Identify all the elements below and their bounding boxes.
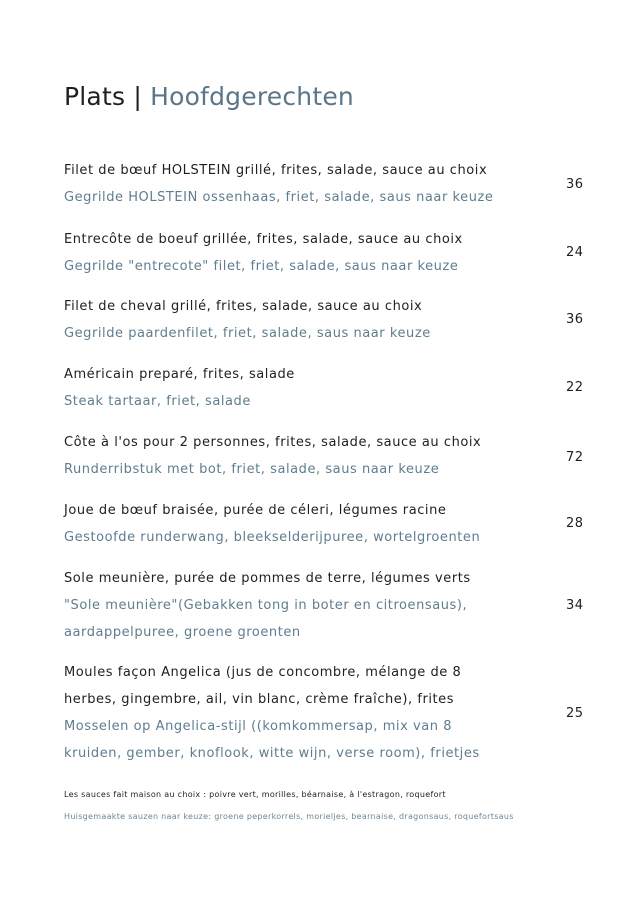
menu-item [64, 565, 584, 646]
dish-price: 36 [566, 177, 584, 192]
dish-name-nl: Gegrilde paardenfilet, friet, salade, saus naar keuze [64, 326, 431, 341]
dish-name-nl: Gestoofde runderwang, bleekselderijpuree, wortelgroenten [64, 530, 481, 545]
dish-name-nl: "Sole meunière"(Gebakken tong in boter en citroensaus), [64, 598, 468, 613]
dish-name-nl: Steak tartaar, friet, salade [64, 394, 251, 409]
menu-item [64, 429, 584, 483]
dish-name-nl: Gegrilde HOLSTEIN ossenhaas, friet, salade, saus naar keuze [64, 190, 494, 205]
dish-price: 24 [566, 245, 584, 260]
dish-name-fr: herbes, gingembre, ail, vin blanc, crème fraîche), frites [64, 692, 455, 707]
dish-name-nl: kruiden, gember, knoflook, witte wijn, verse room), frietjes [64, 746, 480, 761]
dish-name-fr: Américain preparé, frites, salade [64, 367, 295, 382]
dish-price: 34 [566, 598, 584, 613]
menu-item [64, 497, 584, 551]
title-fr: Plats [64, 82, 126, 111]
dish-name-nl: Gegrilde "entrecote" filet, friet, salade, saus naar keuze [64, 259, 459, 274]
dish-name-fr: Sole meunière, purée de pommes de terre, légumes verts [64, 571, 471, 586]
dish-name-nl: Runderribstuk met bot, friet, salade, saus naar keuze [64, 462, 440, 477]
dish-name-fr: Moules façon Angelica (jus de concombre, mélange de 8 [64, 665, 462, 680]
sauces-note-nl: Huisgemaakte sauzen naar keuze: groene peperkorrels, morieljes, bearnaise, dragonsaus, roquefortsaus [64, 812, 514, 821]
dish-name-fr: Côte à l'os pour 2 personnes, frites, salade, sauce au choix [64, 435, 482, 450]
dish-name-fr: Filet de cheval grillé, frites, salade, sauce au choix [64, 299, 423, 314]
dish-name-fr: Filet de bœuf HOLSTEIN grillé, frites, salade, sauce au choix [64, 163, 488, 178]
page-title [64, 82, 354, 111]
dish-price: 25 [566, 706, 584, 721]
dish-name-nl: aardappelpuree, groene groenten [64, 625, 301, 640]
sauces-note-fr: Les sauces fait maison au choix : poivre vert, morilles, béarnaise, à l'estragon, roquefort [64, 790, 446, 799]
dish-name-fr: Joue de bœuf braisée, purée de céleri, légumes racine [64, 503, 447, 518]
menu-item [64, 226, 584, 280]
menu-item [64, 293, 584, 347]
dish-price: 36 [566, 312, 584, 327]
dish-price: 72 [566, 450, 584, 465]
title-nl: Hoofdgerechten [150, 82, 354, 111]
dish-price: 28 [566, 516, 584, 531]
title-separator: | [133, 82, 142, 111]
dish-price: 22 [566, 380, 584, 395]
dish-name-fr: Entrecôte de boeuf grillée, frites, salade, sauce au choix [64, 232, 463, 247]
dish-name-nl: Mosselen op Angelica-stijl ((komkommersap, mix van 8 [64, 719, 453, 734]
menu-item [64, 157, 584, 211]
menu-item [64, 659, 584, 767]
menu-item [64, 361, 584, 415]
